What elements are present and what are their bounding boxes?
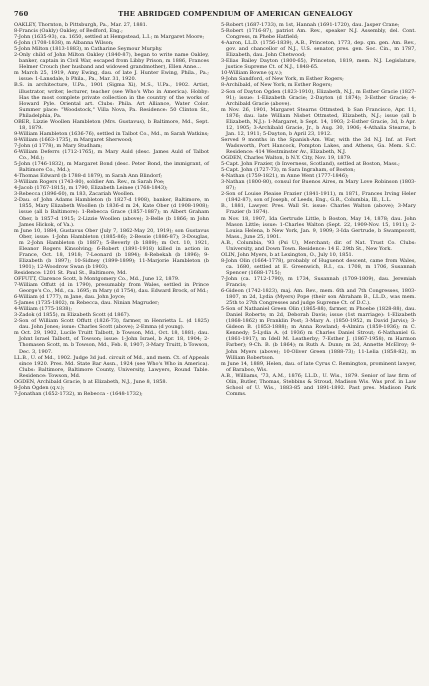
genealogy-entry-line: OGDEN, Charles Walton, b N.Y. City, Nov. 19, 1879. (221, 155, 352, 162)
genealogy-entry-line: OFFUTT, Clarence Scott, b Montgomery Co., Md., June 12, 1879. (14, 275, 180, 282)
genealogy-entry-line: 5-Capt. John Frazier, (b Inverness, Scotland), settled at Boston, Mass.; (221, 161, 400, 168)
genealogy-entry-line: 8-Archibald, of New York, m Esther Rogers; (221, 82, 333, 89)
genealogy-entry-line: 3-Nathan (1800-80), consul for Buenos Aires, m Mary Love Robinson (1803-87); (221, 179, 416, 192)
genealogy-entry-line: 2-Son of William Scott Offutt (1826-73), farmer, m Henrietta L. (d 1825) dau. John Jones; issue: Charles Scott (above); 2-Emma (d young). (14, 318, 209, 331)
genealogy-entry-line: 5-James (1735-1802), m Rebecca, dau. Ninian Magruder; (14, 300, 160, 307)
right-column (221, 22, 416, 397)
genealogy-entry-line: 7-John (d 1778), m Mary Studham; (14, 142, 103, 149)
genealogy-entry-line: 4-Aaron, LL.D. (1756-1839), A.B., Princeton, 1773, dep. qm. gen. Am. Rev., gov. and chancellor of N.J., U.S. senator, pres. gen. Soc. Cin., m 1787, Elizabeth, dau. John Chetwood; (221, 40, 416, 59)
genealogy-entry-line: 8-John Olin (1664-1778), probably of Huguenot descent, came from Wales, ca. 1680, settled at E. Greenwich, R.I., ca. 1708, m 1706, Susannah Spencer (1688-1715); (221, 257, 416, 276)
genealogy-entry-line: OLIN, John Myers, b at Lexington, O., July 10, 1851. (221, 251, 354, 258)
genealogy-entry-line: 7-John (1635-93), ca. 1650, settled at Hempstead, L.I.; m Margaret Moore; (14, 34, 205, 41)
genealogy-entry-line: 8-Francis (Oakly) Oakley, of Bedford, Eng.; (14, 28, 123, 35)
genealogy-entry-line: 5-John Milton (1813-1883), m Catharine Seymour Murphy. (14, 46, 163, 53)
genealogy-entry-line: 8-John Ogden (q.v.); (14, 384, 65, 391)
genealogy-entry-line: 2-Son of Louise Pleaise Frazier (1841-1911), m 1871, Frances Irving Heler (1842-87), son of Joseph, of Leeds, Eng., G.R., Columbia, Ill., L.L. (221, 191, 416, 204)
genealogy-entry-line: OGDEN, Archibald Gracie, b at Elizabeth, N.J., June 8, 1858. (14, 378, 168, 385)
genealogy-entry-line: 7-William Offutt (d in 1790), presumably from Wales, settled in Prince George's Co., Md., ca. 1695; m Mary (d 1754), dau. Edward Brock, of Md.; (14, 282, 209, 295)
genealogy-entry-line: 3-Zadok (d 1855), m Elizabeth Scott (d 1867). (14, 312, 131, 319)
genealogy-entry-line: 2-Dau. of John Adams Hambleton (b 1827-d 1908), banker, Baltimore, m 1855, Mary Elizabeth Woollen (b 1836-d m 24, Kate Ober (d 1908-1908); issue (all b Baltimore): 1-Rebecca Grace (1857-1887); m Albert Graham Ober, b 1857-d 1915; 2-Lizzie Woollen (above); 3-Belle (b 1866; m John James Hickok, of Va.). (14, 197, 209, 228)
genealogy-entry-line: 8-William (1663-1735), m Margaret Sherwood; (14, 136, 133, 143)
genealogy-entry-line: m June 10, 1884, Gustavus Ober (July 7, 1862-May 20, 1919); son Gustavus Ober, issue: 1-John Hambleton (1885-86); 2-Bessie (1886-87); 3-Douglas, m 2-John Hambleton (b 1887); 5-Beverly (b 1889); m Oct. 10, 1921, Eleanor Rogers Kinsolving; 6-Robert (1891-1918) killed in action in France, Oct. 18, 1918; 7-Leonard (b 1894); 8-Rebekah (b 1896); 9-Elizabeth (b 1897); 10-Sidney (1899-1899); 11-Marjorie Hambleton (b 1901); 12-Woodrow Swan (b 1903). (14, 227, 209, 270)
genealogy-entry-line: 10-William Bowne (q.v.); (221, 70, 283, 77)
genealogy-entry-line: 5-Son of Nathaniel Green Olin (1865-88), farmer, m Phoebe (1828-88), dau. Daniel Roberts; m 2d, Deborah Davis; issue (1st marriage): 1-Elizabeth (1868-1862) m Franklin Post; 3-Mary A. (1850-1952, m David Jarvis); 3-Gideon B. (1853-1888); m Anna Rowland; 4-Almira (1859-1936); m C. Kennedy; 5-Lydia A. (d 1936) m Charles Daniel Strout; 6-Nathaniel G. (1861-1917), m Idell M. Leatherby; 7-Esther J. (1867-1958), m Harmon Farber); 9-Ch. B. (b 1864); m Ruth A. Dunn; m 2d, Annette McElroy; 9-John Myers (above); 10-Oliver Green (1888-73); 11-Lelia (1858-82), m William Robertson. (221, 306, 416, 361)
genealogy-entry-line: LL.B., U. of Md., 1902. Judge 3d jud. circuit of Md., and mem. Ct. of Appeals since 1920. Pres. Md. State Bar Assn., 1924 (see Who's Who in America). Clubs: Baltimore, Baltimore County, University, Lawyers, Round Table. Residence: Towson, Md. (14, 354, 209, 379)
page-number: 760 (14, 10, 29, 18)
genealogy-entry-line: 5-John (1746-1832), m Margaret Bond (desc. Peter Bond, the immigrant, of Baltimore Co., Md.); (14, 161, 209, 174)
genealogy-entry-line: 7-Jonathan (1652-1732), m Rebecca - (1648-1732); (14, 390, 143, 397)
genealogy-entry-line: 6-John (1708-1838), m Albanna Wilson; (14, 40, 114, 47)
genealogy-entry-line: 6-Gideon (1742-1823), maj. Am. Rev., mem. 6th and 7th Congresses, 1803-1807, m 2d, Lydia (Myers) Pope (their son Abraham B., LL.D., was mem. 25th to 27th Congresses and judge Supreme Ct. of D.C.). (221, 288, 416, 307)
genealogy-entry-line: 4-Jacob (1767-1815), m 1790, Elizabeth Leinee (1768-1843); (14, 185, 168, 192)
genealogy-entry-line: Residence: 1201 St. Paul St., Baltimore, Md. (14, 269, 128, 276)
genealogy-entry-line: m Nov. 26, 1901, Margaret Stearns Ottmsted, b San Francisco, Apr. 11, 1876; dau. late William Nisbet Ottmsted, Elizabeth, N.J.; issue (all b Elizabeth, N.J.): 1-Margaret, b Sept. 14, 1903; 2-Esther Gracie, 3d, b Apr. 12, 1905; 3-Archibald Gracie, Jr., b Aug. 30, 1906; 4-Athalia Stearns, b Jan. 12, 1911; 5-Dayton, b April 23, 1912. (221, 106, 416, 137)
genealogy-entry-line: Served 9 months in the Spanish-Am. War, with the 3d N.J. Inf. at Fort Wadsworth, Port Hancock, Pompton Lakes, and Athens, Ga. Mem. S.C. Residence: 414 Westminster Av., Elizabeth, N.J. (221, 136, 416, 155)
genealogy-entry-line: 3-Rebecca (1896-60), m 183, Zacariah Woollen. (14, 191, 135, 198)
genealogy-entry-line: 9-John Sandford, of New York, m Esther Rogers; (221, 76, 344, 83)
page-header (14, 10, 417, 22)
genealogy-entry-line: 5-Capt. John (1727-73), m Sara Ingraham, of Boston; (221, 167, 356, 174)
genealogy-entry-line: OAKLEY, Thornton, b Pittsburgh, Pa., Mar. 27, 1881. (14, 22, 148, 28)
genealogy-entry-line: 2-Only child of John Milton Oakley (1840-87), began to write name Oakley, banker, captain in Civil War, escaped from Libby Prison, m 1886, Frances Helmer Crouch (her husband and widowed grandmother), Ellen Anne... (14, 52, 209, 71)
genealogy-entry-line: OBER, Lizzie Woollen Hambleton (Mrs. Gustavus), b Baltimore, Md., Sept. 18, 1879. (14, 118, 209, 131)
genealogy-entry-line: 6-William (d 1777), m Jane, dau. John Joyce; (14, 294, 126, 301)
genealogy-entry-line: m Nov. 18, 1907, Ida Gertrude Little, b Boston, May 14, 1878; dau. John Mason Little; issue: 1-Charles Walton (Sept. 22, 1909-Nov. 15, 1911); 2-Louisa Helena, b New York, Jan. 9, 1909; 3-Ida Gertrude, b Swampscott, Mass., June 25, 1901. (221, 215, 416, 240)
genealogy-entry-line: 5-Robert (1716-87), patriot Am. Rev., speaker N.J. Assembly, del. Cont. Congress, m Phebe Hatfield; (221, 28, 416, 41)
genealogy-entry-line: 2-Son of Dayton Ogden (1823-1910), Elizabeth, N.J., m Esther Gracie (1827-91); issue: 1-Elizabeth Gracie; 2-Dayton (d 1874); 3-Esther Gracie; 4-Archibald Gracie (above). (221, 88, 416, 107)
genealogy-entry-line: B.S. in architecture, U.Pa., 1901 (Sigma Xi), M.S., U.Pa., 1902. Artist, illustrator, writer, lecturer, teacher (see Who's Who in America). Hobby: Has the most complete private collection in the country of the works of Howard Pyle. Oriental art. Clubs: Phila. Art Alliance, Water Color. Summer place: "Woodstock," Villa Nova, Pa. Residence: 50 Clinton St., Philadelphia, Pa. (14, 82, 209, 119)
genealogy-entry-line: 3-William Rogers (1743-80), soldier Am. Rev., m Sarah Poe; (14, 179, 165, 186)
genealogy-entry-line: 6-William Deferrs (1712-1765), m Mary Auld (desc. James Auld of Talbot Co., Md.); (14, 148, 209, 162)
genealogy-entry-line: m Oct. 29, 1902, Lucile Truitt Talbott, b Towson, Md., Oct. 18, 1881; dau. Johnt Israel Talbott, of Towson; issue: 1-John Israel, b Apr. 18, 1904; 2-Thomasen Scott, m. b Towson, Md., Feb. 8, 1907; 3-Mary Truitt, b Towson, Dec. 3, 1907. (14, 330, 209, 355)
genealogy-entry-line: 5-Robert (1687-1733), m 1st, Hannah (1691-1720), dau. Jasper Crane; (221, 22, 400, 28)
genealogy-entry-line: A.B., Williams, '73, A.M., 1876; LL.D., U. Wis., 1879. Senior of law firm of Olin, Butler, Thomas, Stebbins & Stroud, Madison Wis. Was prof. in Law School of U. Wis., 1883-85 and 1891-1892. Past pres. Madison Park Comms. (221, 372, 416, 397)
genealogy-entry-line: 4-William (1775-1838); (14, 306, 73, 313)
genealogy-entry-line: m June 14, 1889, Helen, dau. of late Cyrus C. Remington, prominent lawyer, of Baraboo, Wis. (221, 360, 416, 373)
two-column-body (14, 22, 417, 397)
genealogy-entry-line: 3-Elias Bailey Dayton (1800-65), Princeton, 1819, mem. N.J. Legislature, justice Supreme Ct. of N.J., 1848-65. (221, 58, 416, 71)
genealogy-entry-line: 4-Nathan (1759-1821), m Anne Went (1777-1846); (221, 173, 349, 180)
genealogy-entry-line: B., 1881, Lawyer. Pres. Wall St. issue: Charles Walton (above); 3-Mary Frazier (b 1874). (221, 203, 416, 216)
genealogy-entry-line: m March 25, 1919, Amy Ewing, dau. of late J. Hunter Ewing, Phila., Pa.; issue: 1-Lansdale, b Phila., Pa., Mar. 31, 1920. (14, 70, 209, 83)
left-column (14, 22, 209, 397)
genealogy-entry-line: A.B., Columbia, '93 (Psi U), Merchant; dir. of Nat. Trust Co. Clubs: University, and Down Town. Residence: 14 E. 29th St., New York. (221, 239, 416, 252)
genealogy-entry-line: 9-William Hambleton (1636-76), settled in Talbot Co., Md., m Sarah Watkins; (14, 130, 209, 137)
genealogy-entry-line: 7-John (ca. 1712-1790), m 1734, Susannah (1709-1809), dau. Jeremiah Francis; (221, 275, 416, 289)
genealogy-entry-line: 4-Thomas Edward (b 1788-d 1879), m Sarah Ann Blindorf; (14, 173, 163, 180)
running-title: THE ABRIDGED COMPENDIUM OF AMERICAN GENEALOGY (118, 10, 353, 18)
